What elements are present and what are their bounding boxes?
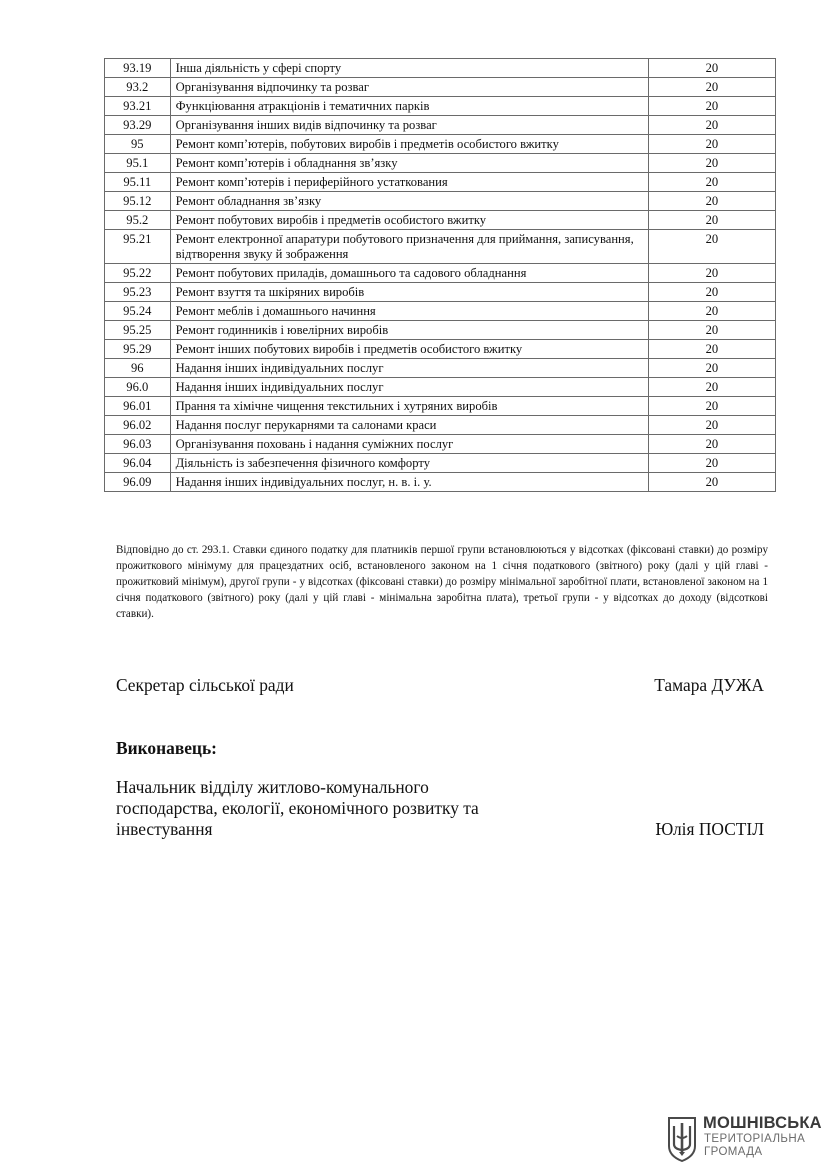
secretary-title: Секретар сільської ради (116, 675, 294, 695)
table-row (105, 116, 776, 135)
rate-cell: 20 (648, 264, 775, 283)
activity-name-cell: Ремонт побутових приладів, домашнього та садового обладнання (170, 264, 648, 283)
activity-code-cell: 96.03 (105, 435, 171, 454)
activity-code-cell: 95.1 (105, 154, 171, 173)
rate-cell: 20 (648, 340, 775, 359)
activity-name-cell: Функціювання атракціонів і тематичних парків (170, 97, 648, 116)
activity-code-cell: 95.11 (105, 173, 171, 192)
table-row (105, 264, 776, 283)
activity-name-cell: Ремонт комп’ютерів і периферійного устаткования (170, 173, 648, 192)
table-row (105, 78, 776, 97)
rate-cell: 20 (648, 230, 775, 264)
activity-code-cell: 95.29 (105, 340, 171, 359)
rate-cell: 20 (648, 154, 775, 173)
rate-cell: 20 (648, 135, 775, 154)
activity-name-cell: Організування інших видів відпочинку та розваг (170, 116, 648, 135)
rate-cell: 20 (648, 283, 775, 302)
rate-cell: 20 (648, 302, 775, 321)
activity-code-cell: 93.2 (105, 78, 171, 97)
activity-name-cell: Ремонт меблів і домашнього начиння (170, 302, 648, 321)
activity-code-cell: 96.0 (105, 378, 171, 397)
rate-cell: 20 (648, 173, 775, 192)
table-row (105, 321, 776, 340)
table-row (105, 416, 776, 435)
activity-code-cell: 96.09 (105, 473, 171, 492)
table-row (105, 97, 776, 116)
activity-code-cell: 95.12 (105, 192, 171, 211)
executor-position-line2: господарства, екології, економічного розвитку та (116, 798, 479, 818)
table-row (105, 230, 776, 264)
table-row (105, 473, 776, 492)
table-row (105, 173, 776, 192)
activity-code-cell: 93.29 (105, 116, 171, 135)
executor-position-line1: Начальник відділу житлово-комунального (116, 777, 429, 797)
activity-code-cell: 96 (105, 359, 171, 378)
rate-cell: 20 (648, 97, 775, 116)
activity-name-cell: Організування відпочинку та розваг (170, 78, 648, 97)
executor-name: Юлія ПОСТІЛ (655, 819, 764, 839)
logo-line3: ГРОМАДА (704, 1146, 763, 1158)
activity-code-cell: 95.21 (105, 230, 171, 264)
trident-coat-of-arms-icon (666, 1116, 698, 1162)
table-row (105, 454, 776, 473)
activity-name-cell: Ремонт годинників і ювелірних виробів (170, 321, 648, 340)
activity-name-cell: Ремонт комп’ютерів, побутових виробів і предметів особистого вжитку (170, 135, 648, 154)
table-row (105, 211, 776, 230)
table-row (105, 154, 776, 173)
activity-code-cell: 96.02 (105, 416, 171, 435)
activity-code-cell: 95.23 (105, 283, 171, 302)
activity-name-cell: Інша діяльність у сфері спорту (170, 59, 648, 78)
rate-cell: 20 (648, 378, 775, 397)
table-body (105, 59, 776, 492)
activity-code-cell: 96.01 (105, 397, 171, 416)
rate-cell: 20 (648, 78, 775, 97)
activity-name-cell: Ремонт інших побутових виробів і предметів особистого вжитку (170, 340, 648, 359)
rate-cell: 20 (648, 397, 775, 416)
activity-code-cell: 93.21 (105, 97, 171, 116)
table-row (105, 359, 776, 378)
table-row (105, 135, 776, 154)
rate-cell: 20 (648, 454, 775, 473)
rate-cell: 20 (648, 359, 775, 378)
logo-line2: ТЕРИТОРІАЛЬНА (704, 1133, 806, 1145)
table-row (105, 302, 776, 321)
rate-cell: 20 (648, 416, 775, 435)
table-row (105, 435, 776, 454)
rate-cell: 20 (648, 211, 775, 230)
activity-name-cell: Ремонт побутових виробів і предметів особистого вжитку (170, 211, 648, 230)
activity-name-cell: Надання послуг перукарнями та салонами краси (170, 416, 648, 435)
activity-name-cell: Діяльність із забезпечення фізичного комфорту (170, 454, 648, 473)
activity-name-cell: Надання інших індивідуальних послуг (170, 378, 648, 397)
executor-position-line3: інвестування (116, 819, 213, 839)
activity-code-cell: 95 (105, 135, 171, 154)
rate-cell: 20 (648, 321, 775, 340)
rate-cell: 20 (648, 59, 775, 78)
activity-name-cell: Ремонт обладнання зв’язку (170, 192, 648, 211)
activity-code-cell: 95.22 (105, 264, 171, 283)
activity-code-cell: 95.25 (105, 321, 171, 340)
logo-line1: МОШНІВСЬКА (703, 1114, 822, 1132)
activity-name-cell: Ремонт електронної апаратури побутового призначення для приймання, записування, відтворення звуку й зображення (170, 230, 648, 264)
activity-code-cell: 93.19 (105, 59, 171, 78)
rate-cell: 20 (648, 116, 775, 135)
activity-code-cell: 95.24 (105, 302, 171, 321)
rate-cell: 20 (648, 192, 775, 211)
table-row (105, 340, 776, 359)
activity-code-cell: 95.2 (105, 211, 171, 230)
rate-cell: 20 (648, 435, 775, 454)
activity-name-cell: Надання інших індивідуальних послуг (170, 359, 648, 378)
secretary-name: Тамара ДУЖА (654, 675, 764, 695)
activity-name-cell: Організування поховань і надання суміжних послуг (170, 435, 648, 454)
table-row (105, 192, 776, 211)
activity-code-cell: 96.04 (105, 454, 171, 473)
table-row (105, 283, 776, 302)
activity-name-cell: Надання інших індивідуальних послуг, н. в. і. у. (170, 473, 648, 492)
table-row (105, 59, 776, 78)
rate-cell: 20 (648, 473, 775, 492)
activity-name-cell: Ремонт взуття та шкіряних виробів (170, 283, 648, 302)
table-row (105, 397, 776, 416)
executor-label: Виконавець: (116, 738, 217, 758)
legal-note: Відповідно до ст. 293.1. Ставки єдиного податку для платників першої групи встановлюються у відсотках (фіксовані ставки) до розміру прожиткового мінімуму для працездатних осіб, встановленого законом на 1 січня податкового (звітного) року (далі у цій главі - прожитковий мінімум), другої групи - у відсотках (фіксовані ставки) до розміру мінімальної заробітної плати, встановленої законом на 1 січня податкового (звітного) року (далі у цій главі - мінімальна заробітна плата), третьої групи - у відсотках до доходу (відсоткові ставки). (116, 544, 768, 620)
activity-name-cell: Ремонт комп’ютерів і обладнання зв’язку (170, 154, 648, 173)
activity-name-cell: Прання та хімічне чищення текстильних і хутряних виробів (170, 397, 648, 416)
table-row (105, 378, 776, 397)
activity-rates-table (104, 58, 776, 492)
community-logo (666, 1114, 822, 1164)
